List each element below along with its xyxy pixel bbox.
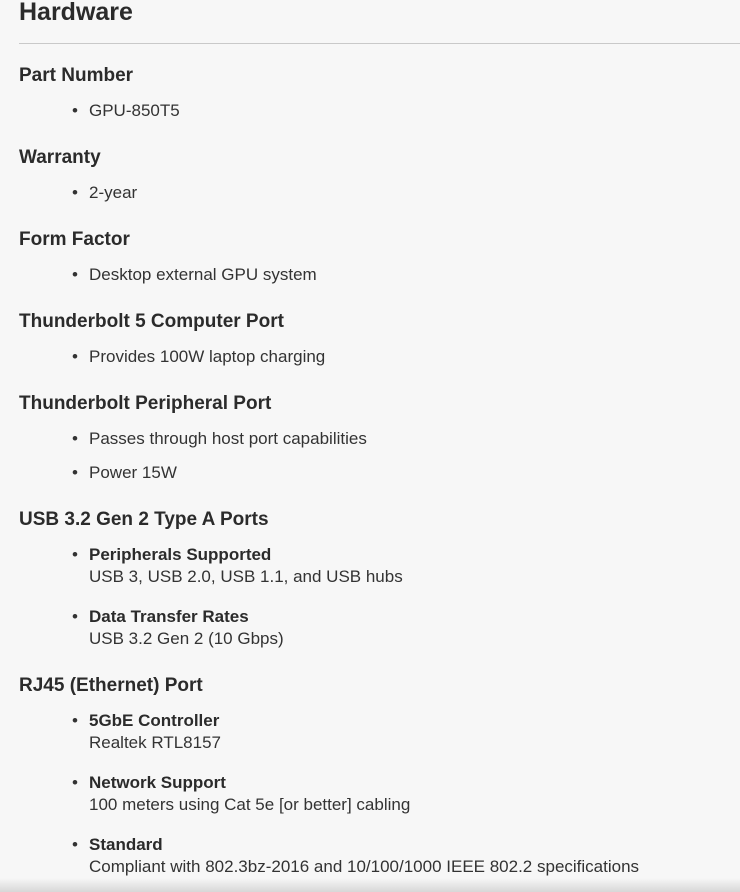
bullet-icon: • — [72, 463, 78, 482]
item-text: Passes through host port capabilities — [89, 429, 367, 448]
list-item — [19, 710, 740, 754]
item-title: 5GbE Controller — [89, 711, 220, 730]
item-text: Realtek RTL8157 — [89, 733, 221, 752]
spec-section-form-factor — [19, 229, 740, 286]
list-item — [19, 606, 740, 650]
list-item — [19, 346, 740, 368]
item-text: 100 meters using Cat 5e [or better] cabling — [89, 795, 411, 814]
bullet-icon: • — [72, 347, 78, 366]
list-item — [19, 462, 740, 484]
bullet-icon: • — [72, 607, 78, 626]
bullet-icon: • — [72, 265, 78, 284]
section-title: Thunderbolt 5 Computer Port — [19, 311, 284, 332]
item-text: Power 15W — [89, 463, 177, 482]
title-divider — [19, 43, 740, 44]
list-item — [19, 544, 740, 588]
bullet-icon: • — [72, 101, 78, 120]
bullet-icon: • — [72, 545, 78, 564]
section-title: RJ45 (Ethernet) Port — [19, 675, 203, 696]
spec-section-warranty — [19, 147, 740, 204]
spec-section-ethernet-port — [19, 675, 740, 878]
list-item — [19, 834, 740, 878]
spec-page — [19, 0, 740, 878]
section-title: Warranty — [19, 147, 101, 168]
bullet-icon: • — [72, 835, 78, 854]
section-title: Part Number — [19, 65, 134, 86]
item-text: USB 3.2 Gen 2 (10 Gbps) — [89, 629, 284, 648]
spec-section-part-number — [19, 65, 740, 122]
bullet-icon: • — [72, 429, 78, 448]
bullet-icon: • — [72, 711, 78, 730]
list-item — [19, 100, 740, 122]
page-title: Hardware — [19, 0, 133, 26]
section-title: Thunderbolt Peripheral Port — [19, 393, 272, 414]
spec-section-usb-ports — [19, 509, 740, 650]
list-item — [19, 428, 740, 450]
bottom-scroll-shadow — [0, 878, 740, 892]
spec-section-thunderbolt-5-port — [19, 311, 740, 368]
item-text: Provides 100W laptop charging — [89, 347, 326, 366]
list-item — [19, 264, 740, 286]
item-text: 2-year — [89, 183, 138, 202]
item-title: Peripherals Supported — [89, 545, 272, 564]
item-text: GPU-850T5 — [89, 101, 180, 120]
section-title: USB 3.2 Gen 2 Type A Ports — [19, 509, 269, 530]
item-title: Standard — [89, 835, 163, 854]
item-text: Compliant with 802.3bz-2016 and 10/100/1000 IEEE 802.2 specifications — [89, 857, 640, 876]
bullet-icon: • — [72, 773, 78, 792]
item-title: Data Transfer Rates — [89, 607, 249, 626]
item-text: USB 3, USB 2.0, USB 1.1, and USB hubs — [89, 567, 403, 586]
item-title: Network Support — [89, 773, 226, 792]
section-title: Form Factor — [19, 229, 130, 250]
list-item — [19, 182, 740, 204]
item-text: Desktop external GPU system — [89, 265, 317, 284]
spec-section-thunderbolt-peripheral-port — [19, 393, 740, 484]
bullet-icon: • — [72, 183, 78, 202]
list-item — [19, 772, 740, 816]
